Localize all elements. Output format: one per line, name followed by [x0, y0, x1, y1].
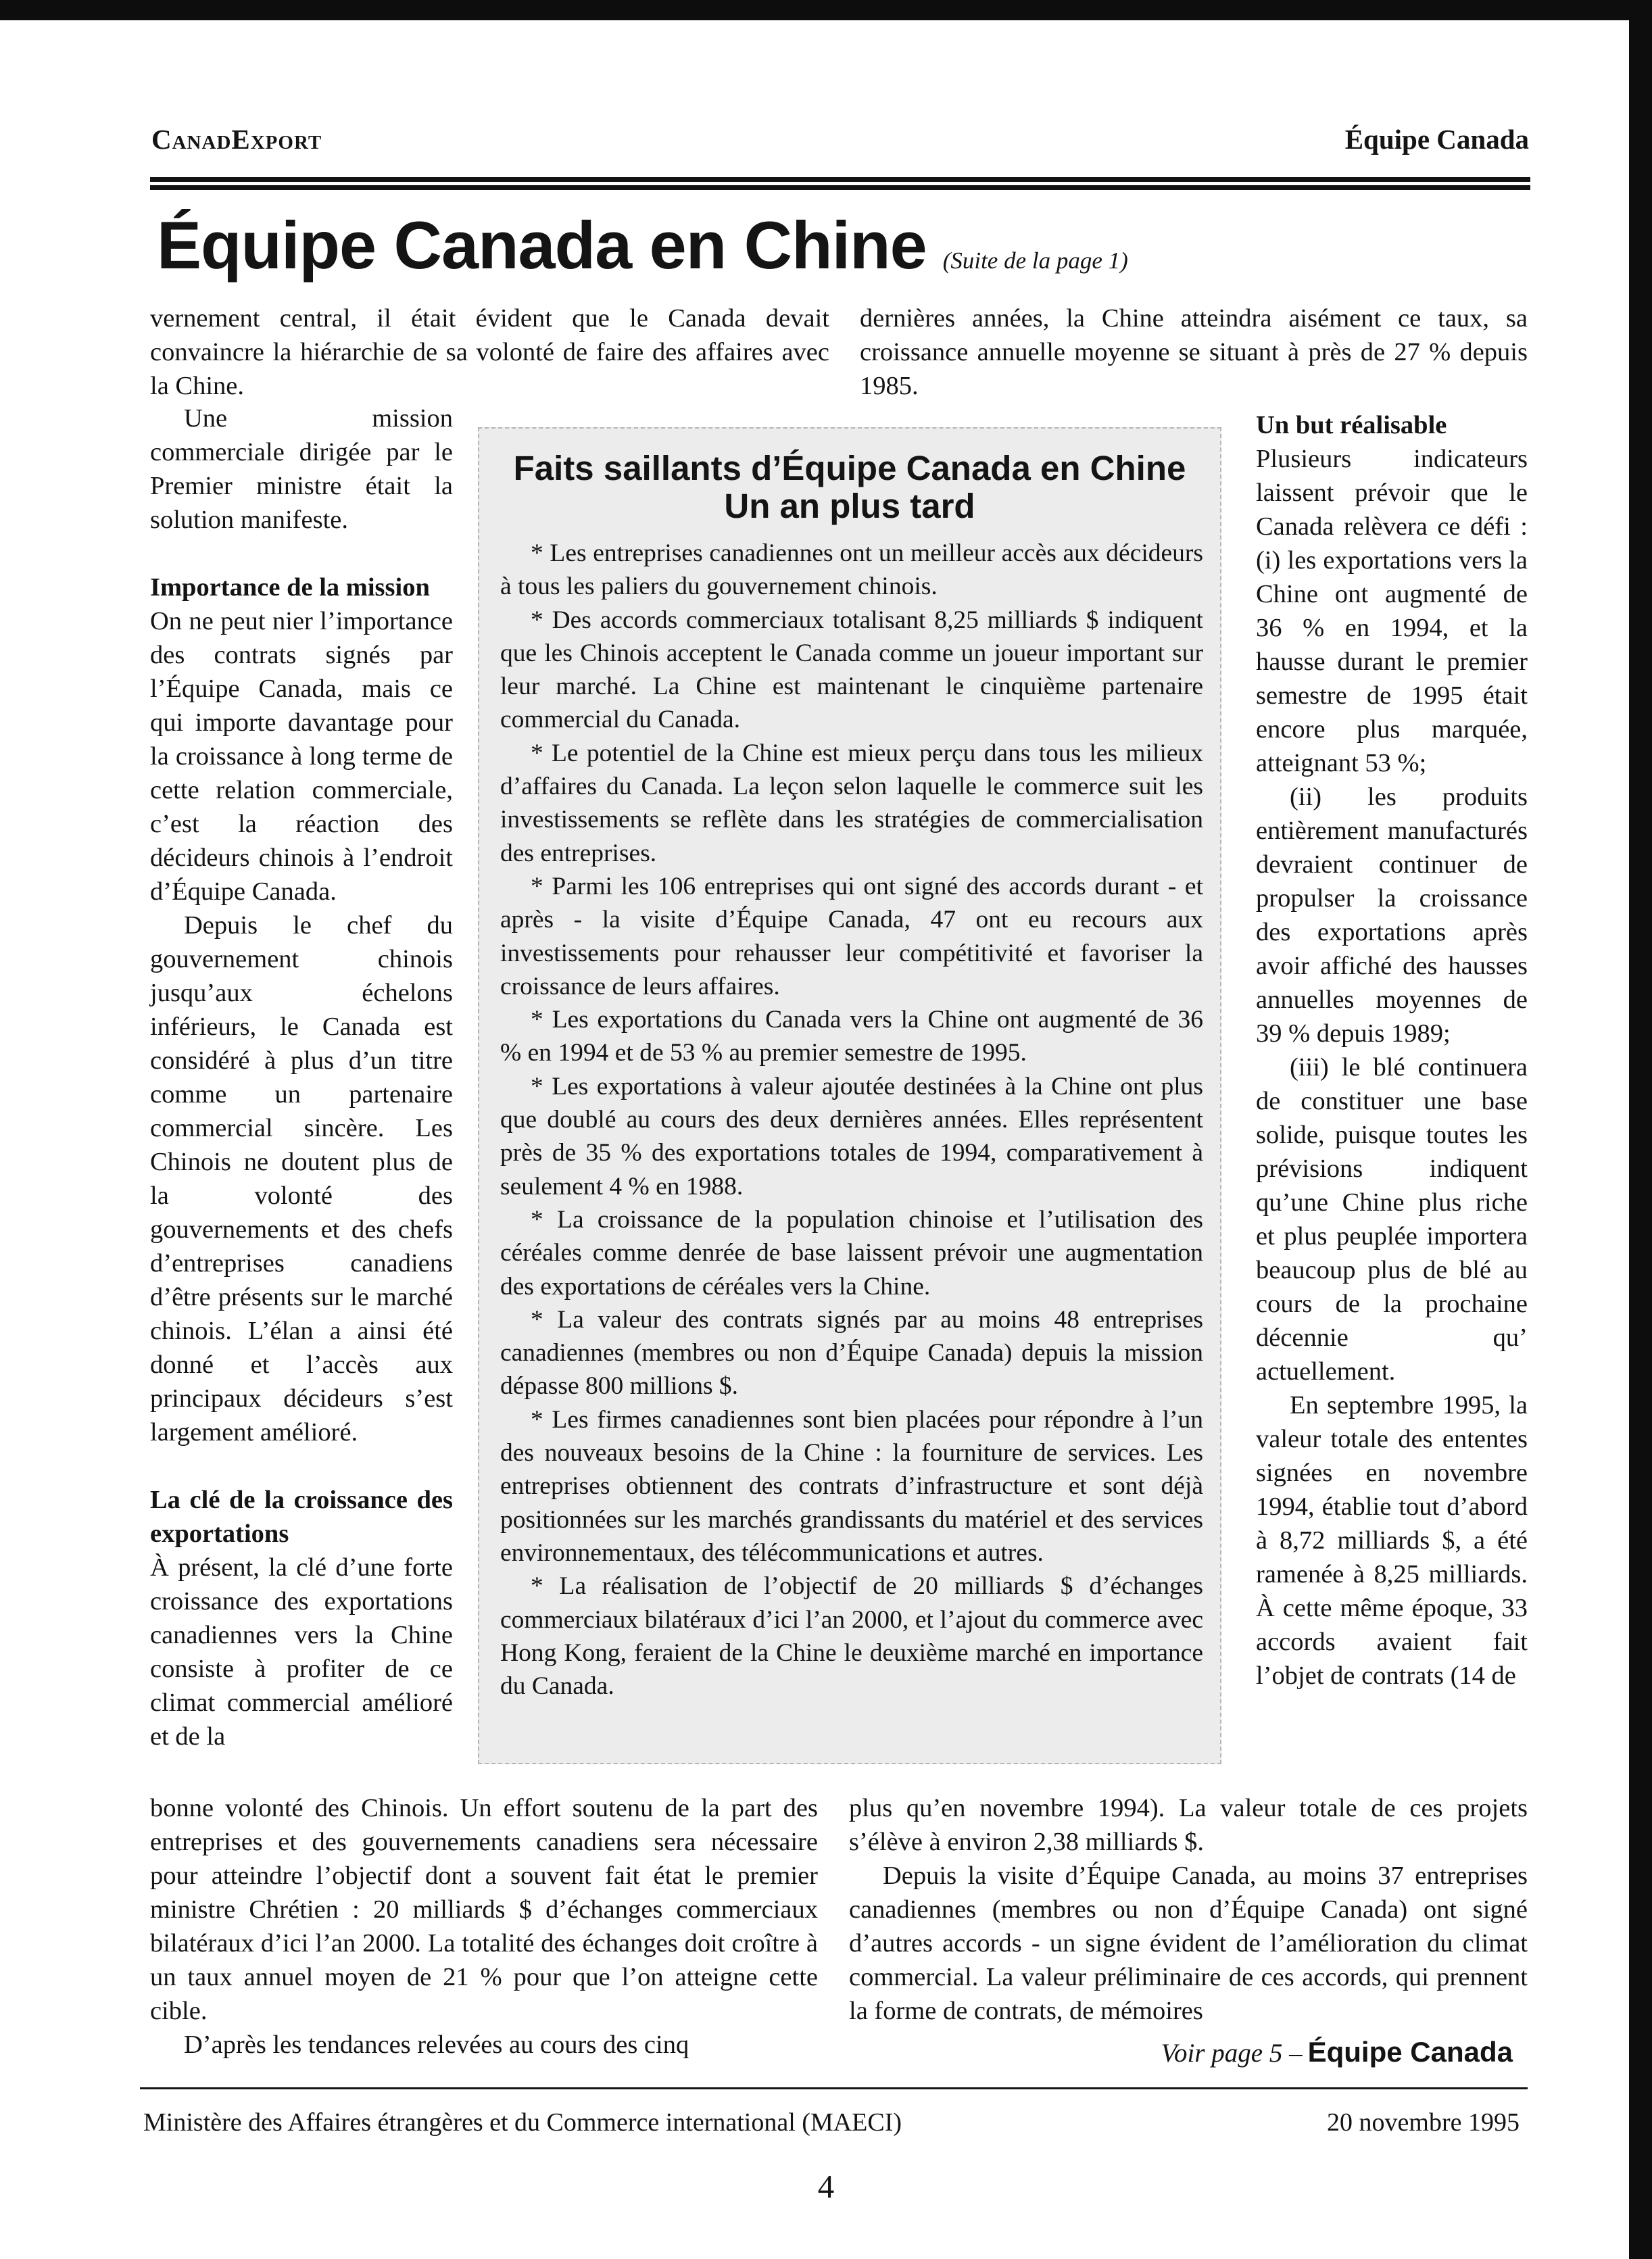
- box-item: * Les exportations du Canada vers la Chine ont augmenté de 36 % en 1994 et de 53 % au premier semestre de 1995.: [500, 1006, 1203, 1067]
- box-item: * Les exportations à valeur ajoutée destinées à la Chine ont plus que doublé au cours des deux dernières années. Elles représentent près de 35 % des exportations totales de 1994, comparativement à seulement 4 % en 1988.: [500, 1072, 1203, 1200]
- section-name: Équipe Canada: [1344, 124, 1529, 155]
- paragraph: On ne peut nier l’importance des contrats signés par l’Équipe Canada, mais ce qui importe davantage pour la croissance à long terme de cette relation commerciale, c’est la réaction des décideurs chinois à l’endroit d’Équipe Canada.: [150, 607, 453, 906]
- box-item: * La valeur des contrats signés par au moins 48 entreprises canadiennes (membres ou non d’Équipe Canada) depuis la mission dépasse 800 millions $.: [500, 1305, 1203, 1401]
- paragraph: vernement central, il était évident que le Canada devait convaincre la hiérarchie de sa volonté de faire des affaires avec la Chine.: [150, 304, 829, 400]
- subheading-but: Un but réalisable: [1256, 411, 1447, 439]
- subheading-importance: Importance de la mission: [150, 573, 430, 602]
- page-title: [157, 207, 1128, 284]
- box-title: Faits saillants d’Équipe Canada en Chine: [513, 449, 1186, 487]
- footer-date: 20 novembre 1995: [1327, 2108, 1520, 2137]
- article-left-top: [150, 301, 829, 403]
- box-items: [500, 537, 1203, 1703]
- header-rule-bottom: [150, 185, 1530, 190]
- title-main: Équipe Canada en Chine: [157, 208, 927, 283]
- scan-right-edge: [1629, 0, 1652, 2259]
- paragraph: plus qu’en novembre 1994). La valeur totale de ces projets s’élève à environ 2,38 milliards $.: [849, 1794, 1528, 1856]
- paragraph: À présent, la clé d’une forte croissance des exportations canadiennes vers la Chine consiste à profiter de ce climat commercial amélioré et de la: [150, 1553, 453, 1751]
- header-rule-top: [150, 177, 1530, 182]
- box-item: * Des accords commerciaux totalisant 8,25 milliards $ indiquent que les Chinois acceptent le Canada comme un joueur important sur leur marché. La Chine est maintenant le cinquième partenaire commercial du Canada.: [500, 606, 1203, 734]
- article-right-top: [860, 301, 1528, 403]
- scan-top-edge: [0, 0, 1652, 20]
- footer-ministry: Ministère des Affaires étrangères et du Commerce international (MAECI): [143, 2108, 902, 2137]
- box-item: * Les firmes canadiennes sont bien placées pour répondre à l’un des nouveaux besoins de la Chine : la fourniture de services. Les entreprises obtiennent des contrats d’infrastructure et sont déjà positionnées sur les marchés grandissants du matériel et des services environnementaux, des télécommunications et autres.: [500, 1405, 1203, 1567]
- paragraph: Depuis la visite d’Équipe Canada, au moins 37 entreprises canadiennes (membres ou non d’Équipe Canada) ont signé d’autres accords - un signe évident de l’amélioration du climat commercial. La valeur préliminaire de ces accords, qui prennent la forme de contrats, de mémoires: [849, 1862, 1528, 2025]
- box-item: * Les entreprises canadiennes ont un meilleur accès aux décideurs à tous les paliers du gouvernement chinois.: [500, 539, 1203, 601]
- article-right-narrow: [1256, 408, 1528, 1693]
- paragraph: Plusieurs indicateurs laissent prévoir que le Canada relèvera ce défi : (i) les exportations vers la Chine ont augmenté de 36 % en 1994, et la hausse durant le premier semestre de 1995 était encore plus marquée, atteignant 53 %;: [1256, 445, 1528, 777]
- paragraph: D’après les tendances relevées au cours des cinq: [184, 2031, 689, 2059]
- footer-rule: [140, 2087, 1528, 2089]
- subheading-cle: La clé de la croissance des exportations: [150, 1486, 453, 1548]
- title-continued: (Suite de la page 1): [942, 247, 1128, 274]
- article-right-bottom: [849, 1791, 1528, 2028]
- publication-name: CanadExport: [151, 124, 322, 155]
- paragraph: En septembre 1995, la valeur totale des ententes signées en novembre 1994, établie tout d’abord à 8,72 milliards $, a été ramenée à 8,25 milliards. À cette même époque, 33 accords avaient fait l’objet de contrats (14 de: [1256, 1391, 1528, 1690]
- paragraph: (iii) le blé continuera de constituer une base solide, puisque toutes les prévisions indiquent qu’une Chine plus riche et plus peuplée importera beaucoup plus de blé au cours de la prochaine décennie qu’ actuellement.: [1256, 1053, 1528, 1386]
- box-item: * Parmi les 106 entreprises qui ont signé des accords durant - et après - la visite d’Équipe Canada, 47 ont eu recours aux investissements pour rehausser leur compétitivité et favoriser la croissance de leurs affaires.: [500, 872, 1203, 1000]
- box-subtitle: Un an plus tard: [724, 487, 975, 525]
- paragraph: Depuis le chef du gouvernement chinois jusqu’aux échelons inférieurs, le Canada est considéré à plus d’un titre comme un partenaire commercial sincère. Les Chinois ne doutent plus de la volonté des gouvernements et des chefs d’entreprises canadiens d’être présents sur le marché chinois. L’élan a ainsi été donné et l’accès aux principaux décideurs s’est largement amélioré.: [150, 911, 453, 1447]
- article-left-narrow: [150, 402, 453, 1753]
- continued-text: Voir page 5 –: [1161, 2039, 1303, 2068]
- box-item: * Le potentiel de la Chine est mieux perçu dans tous les milieux d’affaires du Canada. La leçon selon laquelle le commerce suit les investissements se reflète dans les stratégies de commercialisation des entreprises.: [500, 739, 1203, 867]
- article-left-bottom: [150, 1791, 818, 2062]
- paragraph: bonne volonté des Chinois. Un effort soutenu de la part des entreprises et des gouvernements canadiens sera nécessaire pour atteindre l’objectif dont a souvent fait état le premier ministre Chrétien : 20 milliards $ d’échanges commerciaux bilatéraux d’ici l’an 2000. La totalité des échanges doit croître à un taux annuel moyen de 21 % pour que l’on atteigne cette cible.: [150, 1794, 818, 2025]
- box-item: * La réalisation de l’objectif de 20 milliards $ d’échanges commerciaux bilatéraux d’ici l’an 2000, et l’ajout du commerce avec Hong Kong, feraient de la Chine le deuxième marché en importance du Canada.: [500, 1572, 1203, 1701]
- paragraph: (ii) les produits entièrement manufacturés devraient continuer de propulser la croissance des exportations après avoir affiché des hausses annuelles moyennes de 39 % depuis 1989;: [1256, 783, 1528, 1048]
- continued-target: Équipe Canada: [1307, 2036, 1513, 2068]
- paragraph: Une mission commerciale dirigée par le Premier ministre était la solution manifeste.: [150, 404, 453, 534]
- paragraph: dernières années, la Chine atteindra aisément ce taux, sa croissance annuelle moyenne se situant à près de 27 % depuis 1985.: [860, 304, 1528, 400]
- box-item: * La croissance de la population chinoise et l’utilisation des céréales comme denrée de base laissent prévoir une augmentation des exportations de céréales vers la Chine.: [500, 1205, 1203, 1301]
- continued-reference: [1161, 2036, 1513, 2068]
- highlights-box: [478, 427, 1221, 1764]
- page-number: 4: [817, 2168, 835, 2205]
